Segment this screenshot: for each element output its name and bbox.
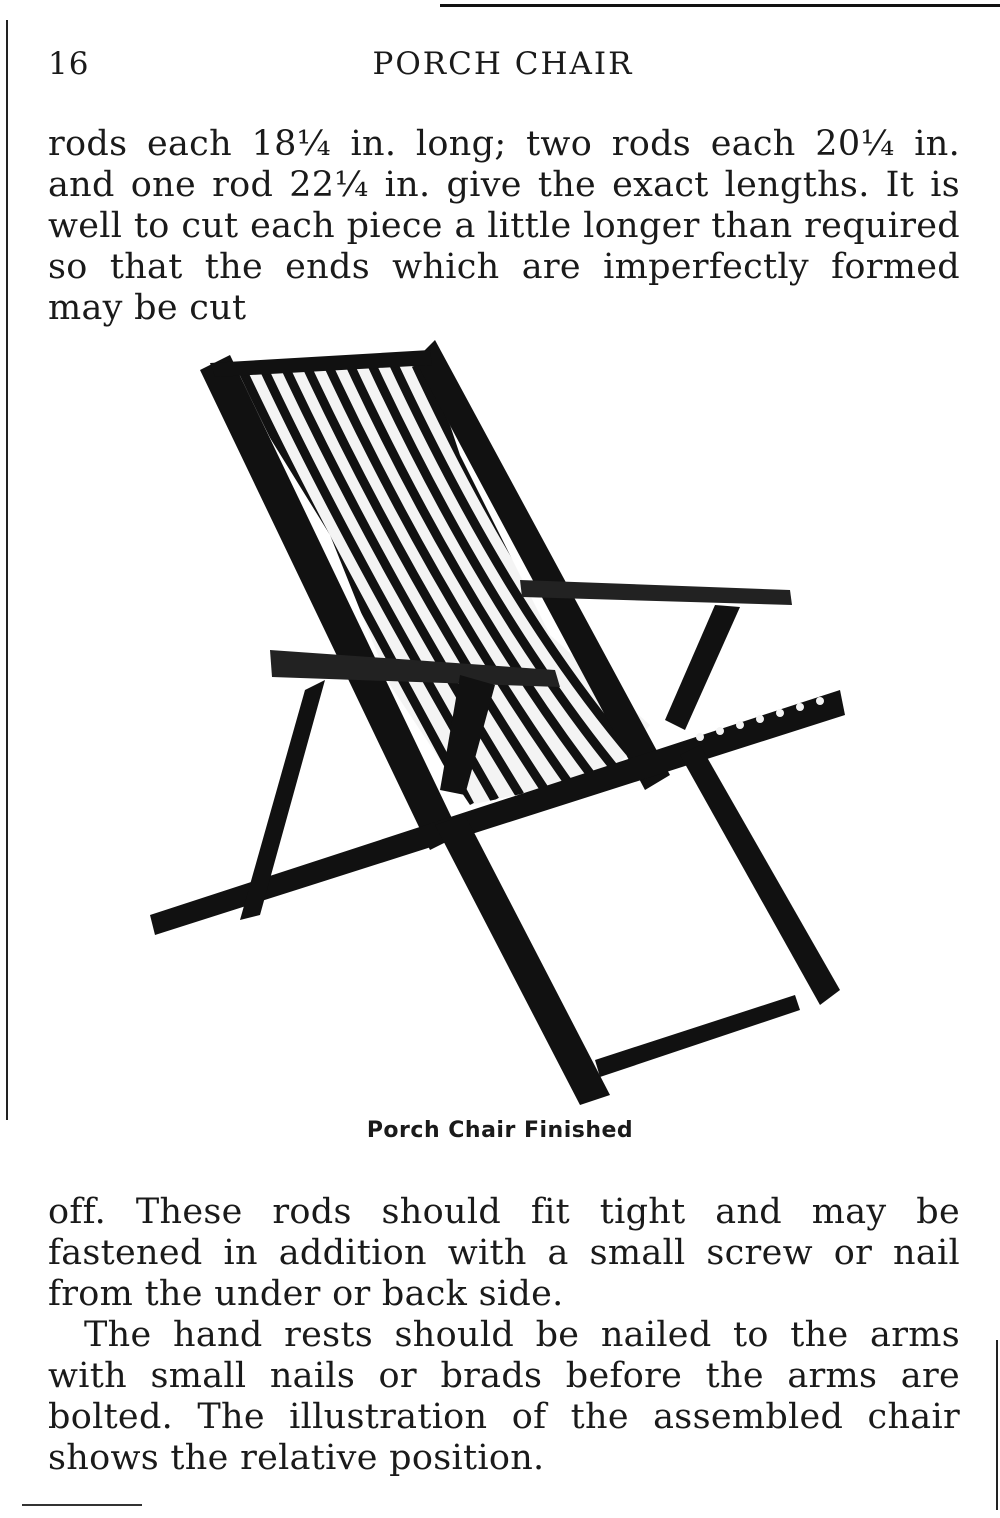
page-title: PORCH CHAIR xyxy=(372,46,634,82)
top-rule xyxy=(440,4,1000,7)
paragraph-3: The hand rests should be nailed to the arms with small nails or brads before the arms are bolted. The illustration of the assembled chair shows the relative position. xyxy=(48,1315,960,1478)
figure-caption: Porch Chair Finished xyxy=(366,1118,634,1143)
left-margin-rule xyxy=(6,20,8,1120)
paragraph-2: off. These rods should fit tight and may be fastened in addition with a small screw or nail from the under or back side. xyxy=(48,1192,960,1314)
bottom-crossbar xyxy=(595,995,800,1077)
rear-leg xyxy=(435,815,610,1105)
running-head xyxy=(48,46,958,90)
paragraph-1: rods each 18¼ in. long; two rods each 20¼ in. and one rod 22¼ in. give the exact lengths. It is well to cut each piece a little longer than required so that the ends which are imperfectly formed may be cut xyxy=(48,124,960,328)
right-leg xyxy=(680,745,840,1005)
right-margin-rule xyxy=(996,1340,998,1510)
page-number: 16 xyxy=(48,46,90,82)
porch-chair-drawing xyxy=(140,335,860,1105)
porch-chair-illustration xyxy=(140,335,860,1105)
bottom-rule xyxy=(22,1504,142,1506)
